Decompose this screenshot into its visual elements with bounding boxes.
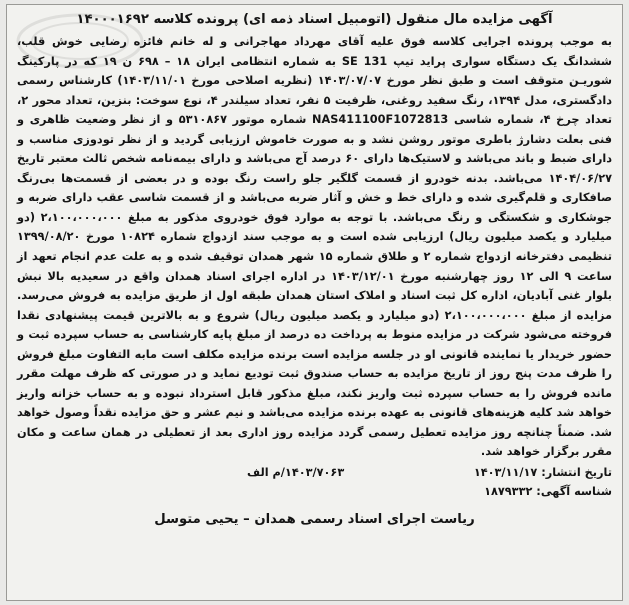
publish-date-label: تاریخ انتشار:	[541, 466, 612, 480]
publish-date-value: ۱۴۰۳/۱۱/۱۷	[473, 466, 538, 480]
ad-id-field	[484, 482, 612, 501]
notice-body-paragraph: به موجب پرونده اجرایی کلاسه فوق علیه آقای مهرداد مهاجرانی و له خانم فائزه رضایی خوش قلب، ششدانگ یک دستگاه سواری پراید تیپ SE 131 به شماره انتظامی ایران ۱۸ – ۶۹۸ ن ۱۹ که در پارکینگ شوریـن متوقف است و طبق نظر مورخ ۱۴۰۳/۰۷/۰۷ (نظریه اصلاحی مورخ ۱۴۰۳/۱۱/۰۱) کارشناس رسمی دادگستری، مدل ۱۳۹۴، رنگ سفید روغنی، ظرفیت ۵ نفر، تعداد سیلندر ۴، نوع سوخت: بنزین، تعداد محور ۲، تعداد چرخ ۴، شماره شاسی NAS411100F1072813 شماره موتور ۵۳۱۰۸۶۷ و از نظر وضعیت ظاهری و فنی بعلت دشارژ باطری موتور روشن نشد و به صورت خاموش ارزیابی گردید و از نظر تودوزی مناسب و دارای ضبط و باند می‌باشد و لاستیک‌ها دارای ۶۰ درصد آج می‌باشد و دارای بیمه‌نامه شخص ثالث معتبر تاریخ ۱۴۰۴/۰۶/۲۷ می‌باشد. بدنه خودرو از قسمت گلگیر جلو راست رنگ بوده و در بعضی از قسمت‌ها بی‌رنگ صافکاری و قلم‌گیری شده و دارای خط و خش و آثار ضربه می‌باشد و از قسمت شاسی عقب دارای ضربه و جوشکاری و شکستگی و رنگ می‌باشد. با توجه به موارد فوق خودروی مذکور به مبلغ ۲،۱۰۰،۰۰۰،۰۰۰ (دو میلیارد و یکصد میلیون ریال) ارزیابی شده است و به موجب سند ازدواج شماره ۱۰۸۲۴ مورخ ۱۳۹۹/۰۸/۲۰ تنظیمی دفترخانه ازدواج شماره ۲ و طلاق شماره ۱۵ شهر همدان توقیف شده و به علت عدم انجام تعهد از ساعت ۹ الی ۱۲ روز چهارشنبه مورخ ۱۴۰۳/۱۲/۰۱ در اداره اجرای اسناد همدان واقع در سعیدیه بالا نبش بلوار غنی آبادیان، اداره کل ثبت اسناد و املاک استان همدان طبقه اول از طریق مزایده به فروش می‌رسد. مزایده از مبلغ ۲،۱۰۰،۰۰۰،۰۰۰ (دو میلیارد و یکصد میلیون ریال) شروع و به بالاترین قیمت پیشنهادی نقدا فروخته می‌شود شرکت در مزایده منوط به پرداخت ده درصد از مبلغ پایه کارشناسی به حساب سپرده ثبت و حضور خریدار یا نماینده قانونی او در جلسه مزایده است برنده مزایده مکلف است مابه التفاوت مبلغ فروش را ظرف مدت پنج روز از تاریخ مزایده به حساب صندوق ثبت تودیع نماید و در صورتی که ظرف مهلت مقرر مانده فروش را به حساب سپرده ثبت واریز نکند، مبلغ مذکور قابل استرداد نبوده و به حساب خزانه واریز خواهد شد کلیه هزینه‌های قانونی به عهده برنده مزایده می‌باشد و نیم عشر و حق مزایده نقداً وصول خواهد شد. ضمناً چنانچه روز مزایده تعطیل رسمی گردد مزایده روز اداری بعد از تعطیلی در همان ساعت و مکان مقرر برگزار خواهد شد.	[17, 35, 613, 459]
publish-row	[17, 463, 612, 482]
notice-body	[17, 32, 612, 462]
ad-id-label: شناسه آگهی:	[536, 485, 612, 499]
notice-page	[6, 4, 623, 601]
signature: ریاست اجرای اسناد رسمی همدان – یحیی متوسل	[154, 512, 475, 528]
reference-code: ۱۴۰۳/۷۰۶۳/م الف	[247, 466, 345, 480]
ad-id-value: ۱۸۷۹۳۳۲	[484, 485, 533, 499]
ad-id-row	[17, 482, 612, 501]
publish-date-field	[474, 463, 612, 482]
notice-title: آگهی مزایده مال منقول (اتومبیل اسناد ذمه ای) پرونده کلاسه ۱۴۰۰۰۱۶۹۲	[76, 12, 553, 27]
notice-footer	[17, 463, 612, 501]
